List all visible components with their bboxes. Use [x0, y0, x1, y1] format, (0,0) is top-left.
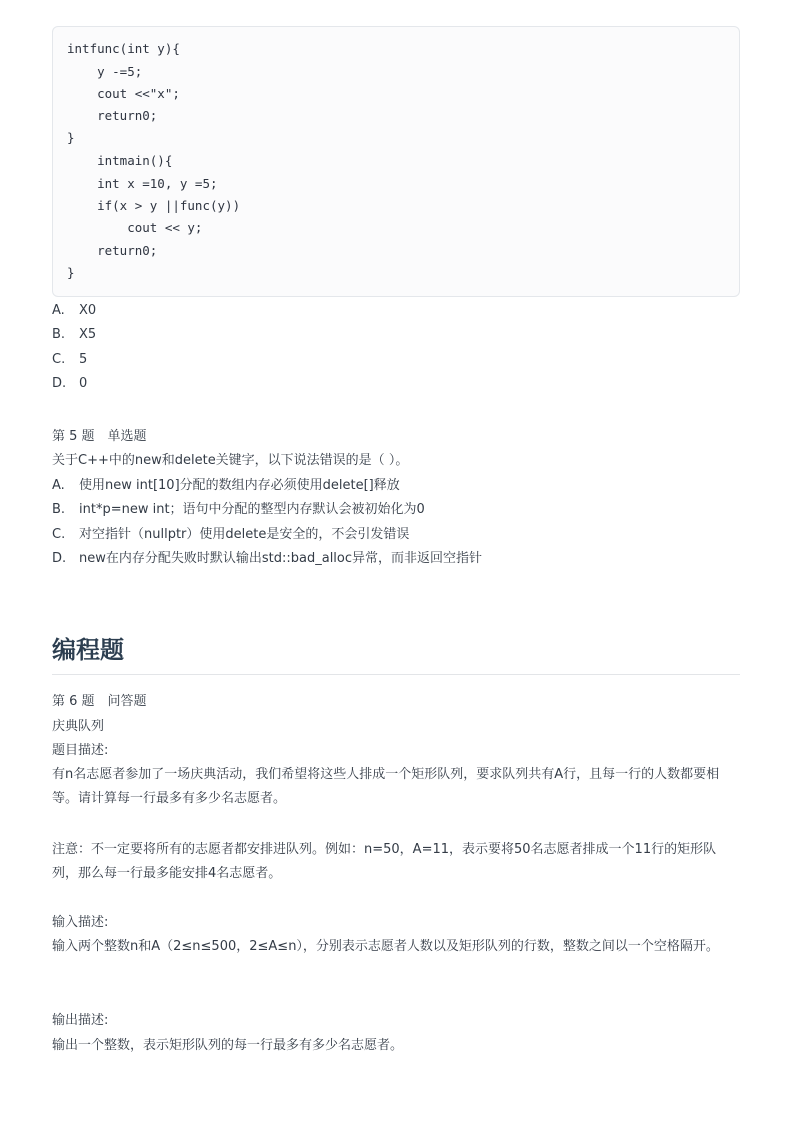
option-letter: C.: [52, 352, 66, 367]
option-letter: A.: [52, 303, 65, 318]
code-line: cout <<"x";: [67, 86, 180, 101]
option-text: 使用new int[10]分配的数组内存必须使用delete[]释放: [79, 478, 400, 493]
code-line: }: [67, 130, 75, 145]
code-line: int x =10, y =5;: [67, 176, 218, 191]
description-label: 题目描述:: [52, 743, 109, 758]
problem-name: 庆典队列: [52, 719, 105, 734]
question-header: 第 5 题 单选题: [52, 429, 147, 444]
option-letter: D.: [52, 551, 67, 566]
option-text: 5: [79, 352, 88, 367]
input-text: 输入两个整数n和A（2≤n≤500，2≤A≤n），分别表示志愿者人数以及矩形队列的行数，整数之间以一个空格隔开。: [52, 939, 719, 954]
option-text: 0: [79, 376, 88, 391]
question-stem: 关于C++中的new和delete关键字，以下说法错误的是（ ）。: [52, 453, 409, 468]
output-text: 输出一个整数，表示矩形队列的每一行最多有多少名志愿者。: [52, 1038, 404, 1053]
option-text: 对空指针（nullptr）使用delete是安全的，不会引发错误: [79, 527, 410, 542]
section-divider: [52, 674, 740, 675]
question-header: 第 6 题 问答题: [52, 694, 147, 709]
option-text: X5: [79, 327, 97, 342]
code-line: intfunc(int y){: [67, 41, 180, 56]
input-label: 输入描述:: [52, 915, 109, 930]
option-text: int*p=new int；语句中分配的整型内存默认会被初始化为0: [79, 502, 425, 517]
option-letter: B.: [52, 327, 66, 342]
option-letter: B.: [52, 502, 66, 517]
option-letter: C.: [52, 527, 66, 542]
section-title: 编程题: [52, 636, 124, 664]
output-label: 输出描述:: [52, 1013, 109, 1028]
code-line: if(x > y ||func(y)): [67, 198, 241, 213]
code-line: intmain(){: [67, 153, 173, 168]
option-text: X0: [79, 303, 97, 318]
code-line: }: [67, 265, 75, 280]
option-text: new在内存分配失败时默认输出std::bad_alloc异常，而非返回空指针: [79, 551, 483, 566]
option-letter: A.: [52, 478, 65, 493]
note-text: 注意：不一定要将所有的志愿者都安排进队列。例如：n=50，A=11，表示要将50名志愿者排成一个11行的矩形队列，那么每一行最多能安排4名志愿者。: [52, 842, 717, 881]
code-block: [52, 26, 740, 297]
option-letter: D.: [52, 376, 67, 391]
code-line: return0;: [67, 243, 158, 258]
description-text: 有n名志愿者参加了一场庆典活动，我们希望将这些人排成一个矩形队列，要求队列共有A行，且每一行的人数都要相等。请计算每一行最多有多少名志愿者。: [52, 767, 720, 806]
code-line: y -=5;: [67, 64, 143, 79]
code-line: return0;: [67, 108, 158, 123]
code-line: cout << y;: [67, 220, 203, 235]
